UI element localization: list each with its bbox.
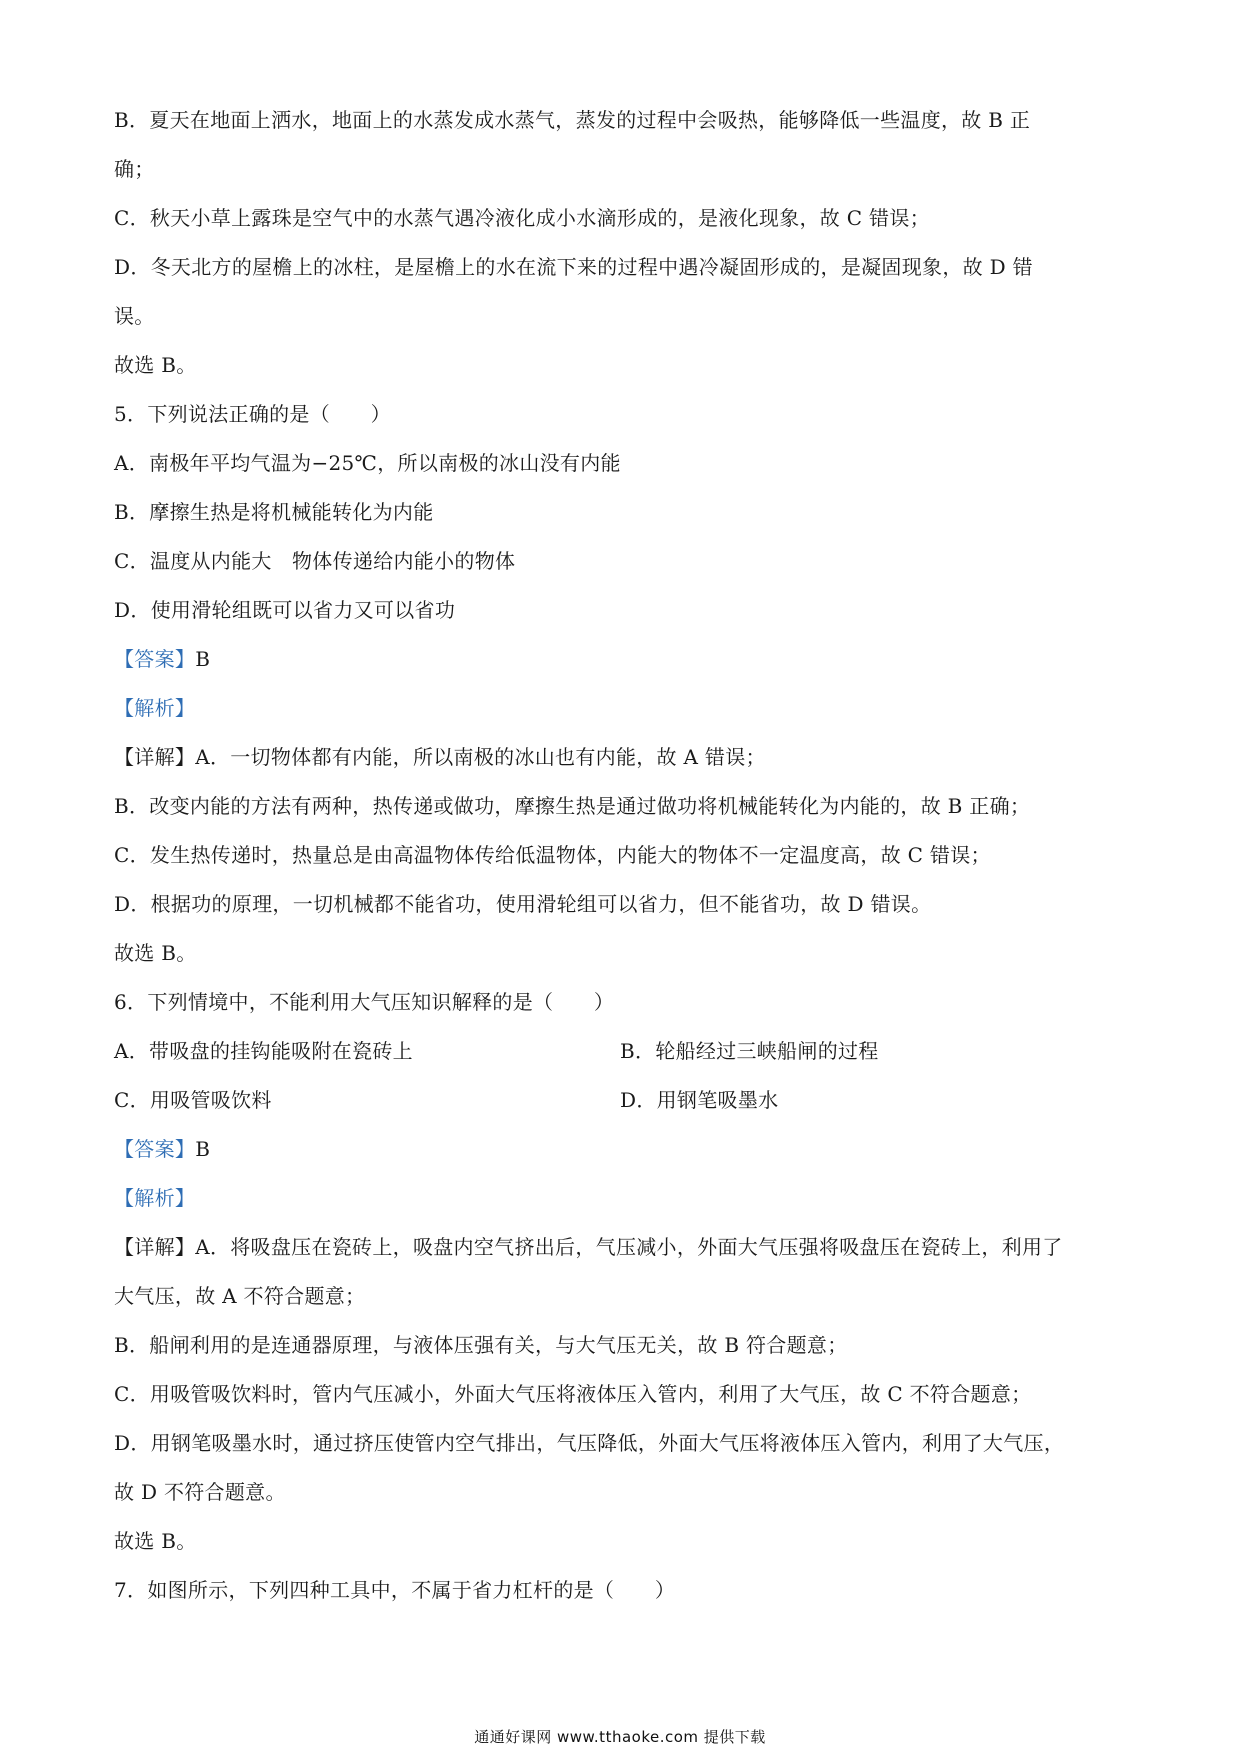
text-line: 确；	[114, 157, 155, 181]
question-6-detail	[114, 1223, 1130, 1272]
question-5-answer	[114, 635, 1130, 684]
text-line: 故选 B。	[114, 1529, 197, 1553]
detail-text: A．将吸盘压在瓷砖上，吸盘内空气挤出后，气压减小，外面大气压强将吸盘压在瓷砖上，利用了	[195, 1235, 1063, 1259]
question-5-option-d: D．使用滑轮组既可以省力又可以省功	[114, 598, 456, 622]
text-line: B．船闸利用的是连通器原理，与液体压强有关，与大气压无关，故 B 符合题意；	[114, 1333, 848, 1357]
question-5-detail	[114, 733, 1130, 782]
text-line: D．冬天北方的屋檐上的冰柱，是屋檐上的水在流下来的过程中遇冷凝固形成的，是凝固现象，故 D 错	[114, 255, 1033, 279]
answer-tag: 【答案】	[114, 1137, 196, 1161]
text-line: C．发生热传递时，热量总是由高温物体传给低温物体，内能大的物体不一定温度高，故 C 错误；	[114, 843, 991, 867]
question-6-options-row-2	[114, 1076, 1130, 1125]
text-line: B．夏天在地面上洒水，地面上的水蒸发成水蒸气，蒸发的过程中会吸热，能够降低一些温度，故 B 正	[114, 108, 1031, 132]
question-6-stem: 6．下列情境中，不能利用大气压知识解释的是（ ）	[114, 990, 615, 1014]
text-line: C．用吸管吸饮料时，管内气压减小，外面大气压将液体压入管内，利用了大气压，故 C 不符合题意；	[114, 1382, 1032, 1406]
detail-text: A．一切物体都有内能，所以南极的冰山也有内能，故 A 错误；	[195, 745, 766, 769]
question-6-answer	[114, 1125, 1130, 1174]
answer-value: B	[195, 1137, 211, 1161]
text-line: B．改变内能的方法有两种，热传递或做功，摩擦生热是通过做功将机械能转化为内能的，故 B 正确；	[114, 794, 1031, 818]
question-6-option-c: C．用吸管吸饮料	[114, 1088, 272, 1112]
document-body	[114, 96, 1130, 1615]
question-5-analysis	[114, 684, 1130, 733]
question-5-option-c: C．温度从内能大 物体传递给内能小的物体	[114, 549, 516, 573]
question-5-option-a: A．南极年平均气温为−25℃，所以南极的冰山没有内能	[114, 451, 621, 475]
text-line: 故选 B。	[114, 941, 197, 965]
text-line: 误。	[114, 304, 155, 328]
detail-tag: 【详解】	[114, 1235, 196, 1259]
question-7-stem: 7．如图所示，下列四种工具中，不属于省力杠杆的是（ ）	[114, 1578, 676, 1602]
answer-tag: 【答案】	[114, 647, 196, 671]
text-line: D．用钢笔吸墨水时，通过挤压使管内空气排出，气压降低，外面大气压将液体压入管内，利用了大气压，	[114, 1431, 1065, 1455]
answer-value: B	[195, 647, 211, 671]
detail-tag: 【详解】	[114, 745, 196, 769]
analysis-tag: 【解析】	[114, 696, 196, 720]
text-line: D．根据功的原理，一切机械都不能省功，使用滑轮组可以省力，但不能省功，故 D 错误。	[114, 892, 932, 916]
text-line: 故 D 不符合题意。	[114, 1480, 286, 1504]
question-5-stem: 5．下列说法正确的是（ ）	[114, 402, 391, 426]
question-6-option-b: B．轮船经过三峡船闸的过程	[620, 1039, 879, 1063]
text-line: 故选 B。	[114, 353, 197, 377]
analysis-tag: 【解析】	[114, 1186, 196, 1210]
question-6-options-row-1	[114, 1027, 1130, 1076]
question-6-option-a: A．带吸盘的挂钩能吸附在瓷砖上	[114, 1039, 413, 1063]
question-6-option-d: D．用钢笔吸墨水	[620, 1088, 779, 1112]
text-line: 大气压，故 A 不符合题意；	[114, 1284, 366, 1308]
footer-source: 通通好课网 www.tthaoke.com 提供下载	[474, 1728, 766, 1746]
question-5-option-b: B．摩擦生热是将机械能转化为内能	[114, 500, 434, 524]
question-6-analysis	[114, 1174, 1130, 1223]
text-line: C．秋天小草上露珠是空气中的水蒸气遇冷液化成小水滴形成的，是液化现象，故 C 错误；	[114, 206, 930, 230]
